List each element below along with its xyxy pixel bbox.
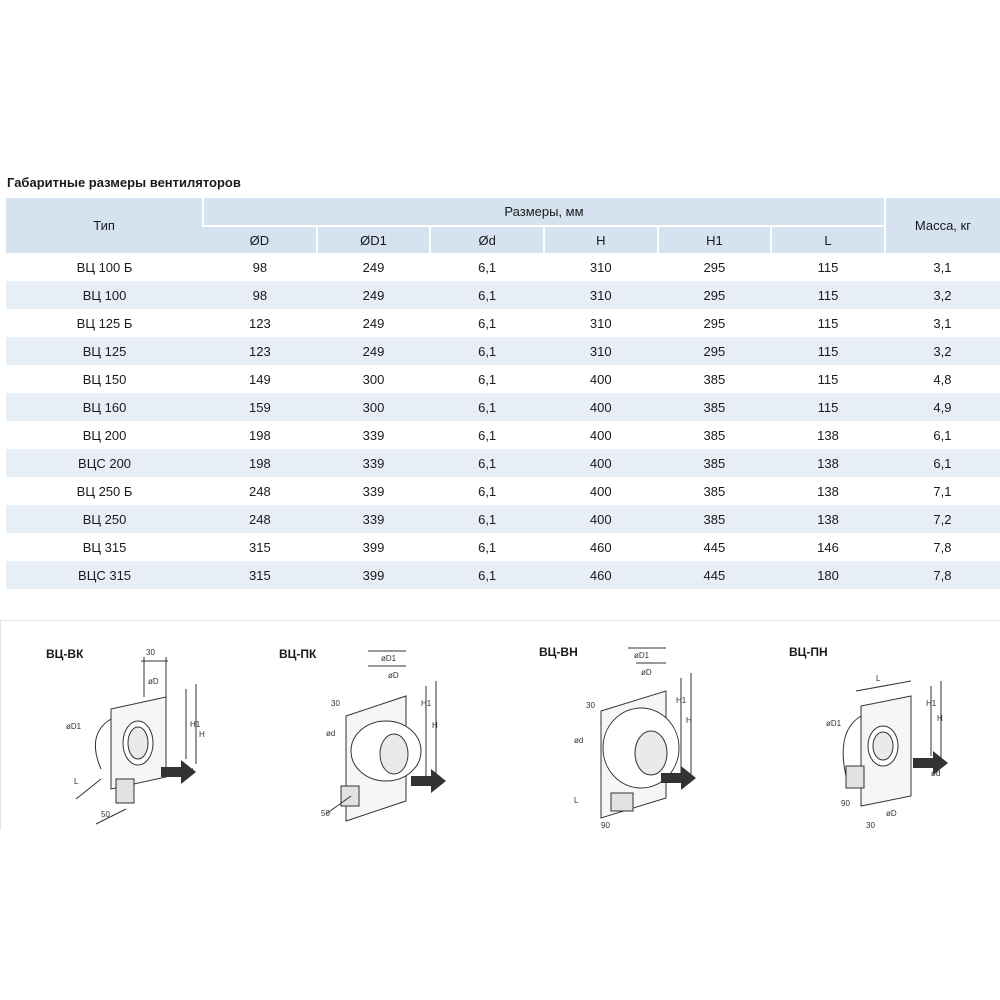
type-cell: ВЦ 100 xyxy=(6,281,203,309)
dimension-cell: 460 xyxy=(589,539,612,555)
dimension-cell: 310 xyxy=(544,281,658,309)
mass-cell: 7,1 xyxy=(933,483,952,499)
type-header: Тип xyxy=(6,198,203,253)
dimension-cell: 6,1 xyxy=(478,371,497,387)
type-cell: ВЦ 315 xyxy=(82,539,127,555)
dimension-cell: 339 xyxy=(362,483,385,499)
dimension-cell: 159 xyxy=(203,393,317,421)
dim-smalld-1: ød xyxy=(184,767,194,776)
dim-top-2: 30 xyxy=(331,699,340,708)
diagrams-section xyxy=(0,620,1000,830)
dimension-cell: 400 xyxy=(544,449,658,477)
dimension-cell: 138 xyxy=(771,505,885,533)
dimension-cell: 310 xyxy=(544,337,658,365)
dimension-cell: 6,1 xyxy=(430,337,544,365)
dim-d1-3: øD1 xyxy=(634,651,650,660)
dimension-cell: 400 xyxy=(589,427,612,443)
dimension-cell: 385 xyxy=(703,371,726,387)
dimension-cell: 6,1 xyxy=(430,393,544,421)
dimension-cell: 300 xyxy=(317,393,431,421)
dimension-cell: 248 xyxy=(203,505,317,533)
table-row xyxy=(6,337,1000,365)
dimension-cell: 310 xyxy=(589,315,612,331)
dim-l-3: L xyxy=(574,796,579,805)
dimension-cell: 138 xyxy=(771,449,885,477)
dimension-cell: 249 xyxy=(362,259,385,275)
dim-bottom-1: 50 xyxy=(101,810,110,819)
dim-column-header: H xyxy=(544,226,658,253)
dimension-cell: 385 xyxy=(703,483,726,499)
dimension-cell: 295 xyxy=(703,259,726,275)
dimension-cell: 248 xyxy=(249,483,271,499)
dimension-cell: 339 xyxy=(317,505,431,533)
dim-l-1: L xyxy=(74,777,79,786)
diagram-label-vts-pk: ВЦ-ПК xyxy=(279,647,317,661)
dim-column-header: H1 xyxy=(658,226,772,253)
type-cell: ВЦ 125 xyxy=(6,337,203,365)
dimension-cell: 385 xyxy=(658,393,772,421)
mass-cell: 7,2 xyxy=(885,505,1000,533)
type-cell: ВЦ 250 xyxy=(6,505,203,533)
dim-l-4: L xyxy=(876,674,881,683)
dim-h1-4: H1 xyxy=(926,699,937,708)
dim-d-4: øD xyxy=(886,809,897,818)
dimension-cell: 115 xyxy=(817,371,839,387)
dim-d1-4: øD1 xyxy=(826,719,842,728)
dimension-cell: 6,1 xyxy=(430,449,544,477)
table-row xyxy=(6,505,1000,533)
dim-column-header: ØD1 xyxy=(317,226,431,253)
dimension-cell: 400 xyxy=(589,371,612,387)
mass-cell: 4,8 xyxy=(933,371,952,387)
table-row xyxy=(6,393,1000,421)
table-row xyxy=(6,561,1000,589)
dimension-cell: 315 xyxy=(203,561,317,589)
mass-cell: 3,2 xyxy=(885,337,1000,365)
dimension-cell: 98 xyxy=(203,281,317,309)
dimension-cell: 115 xyxy=(771,337,885,365)
dimension-cell: 115 xyxy=(771,281,885,309)
dimension-cell: 6,1 xyxy=(430,281,544,309)
dimension-cell: 399 xyxy=(362,539,385,555)
mass-header: Масса, кг xyxy=(885,198,1000,253)
diagram-label-vts-vk: ВЦ-ВК xyxy=(46,647,84,661)
dimension-cell: 445 xyxy=(658,561,772,589)
dimension-cell: 6,1 xyxy=(478,315,497,331)
table-row xyxy=(6,309,1000,337)
dimension-cell: 315 xyxy=(249,539,271,555)
dimension-cell: 6,1 xyxy=(478,483,497,499)
dim-bottom-3: 90 xyxy=(601,821,610,828)
dim-d-2: øD xyxy=(388,671,399,680)
dimension-cell: 310 xyxy=(589,259,612,275)
type-cell: ВЦ 200 xyxy=(82,427,127,443)
dimension-cell: 115 xyxy=(817,259,839,275)
dimension-cell: 123 xyxy=(249,315,271,331)
diagram-vts-vn xyxy=(566,633,716,828)
mass-cell: 7,8 xyxy=(933,539,952,555)
dimension-cell: 385 xyxy=(658,449,772,477)
dimension-cell: 115 xyxy=(771,393,885,421)
dim-h-2: H xyxy=(432,721,438,730)
dimension-cell: 146 xyxy=(817,539,839,555)
mass-cell: 3,1 xyxy=(933,259,952,275)
table-row xyxy=(6,421,1000,449)
type-cell: ВЦ 160 xyxy=(6,393,203,421)
dim-column-header: Ød xyxy=(430,226,544,253)
dimension-cell: 400 xyxy=(544,393,658,421)
dim-top-3: 30 xyxy=(586,701,595,710)
dimension-cell: 6,1 xyxy=(430,505,544,533)
dim-column-header: L xyxy=(771,226,885,253)
dimension-cell: 295 xyxy=(658,281,772,309)
dim-h-1: H xyxy=(199,730,205,739)
mass-cell: 7,8 xyxy=(885,561,1000,589)
table-row xyxy=(6,365,1000,393)
dimension-cell: 460 xyxy=(544,561,658,589)
type-cell: ВЦ 150 xyxy=(82,371,127,387)
dimension-cell: 98 xyxy=(252,259,268,275)
dimension-cell: 6,1 xyxy=(430,561,544,589)
dimension-cell: 115 xyxy=(817,315,839,331)
page-title: Габаритные размеры вентиляторов xyxy=(7,175,241,190)
table-row xyxy=(6,281,1000,309)
dim-d-1: øD xyxy=(148,677,159,686)
dim-bottom-2: 50 xyxy=(321,809,330,818)
mass-cell: 6,1 xyxy=(933,427,952,443)
dimension-cell: 6,1 xyxy=(478,259,497,275)
diagram-vts-pk xyxy=(306,636,456,831)
dimension-cell: 295 xyxy=(703,315,726,331)
dimensions-table xyxy=(6,198,1000,589)
dimension-cell: 400 xyxy=(544,505,658,533)
dimension-cell: 149 xyxy=(249,371,271,387)
type-cell: ВЦ 250 Б xyxy=(76,483,133,499)
diagram-vts-pn xyxy=(821,636,971,831)
diagram-label-vts-pn: ВЦ-ПН xyxy=(789,645,828,659)
dimension-cell: 6,1 xyxy=(478,427,497,443)
dim-top-4: 90 xyxy=(841,799,850,808)
dim-smalld-3: ød xyxy=(574,736,584,745)
dimension-cell: 198 xyxy=(203,449,317,477)
dim-h-4: H xyxy=(937,714,943,723)
dim-h-3: H xyxy=(686,716,692,725)
dim-h1-2: H1 xyxy=(421,699,432,708)
mass-cell: 6,1 xyxy=(885,449,1000,477)
table-row xyxy=(6,449,1000,477)
dimension-cell: 6,1 xyxy=(478,539,497,555)
dimension-cell: 180 xyxy=(771,561,885,589)
mass-cell: 4,9 xyxy=(885,393,1000,421)
table-row xyxy=(6,533,1000,561)
dim-h1-3: H1 xyxy=(676,696,687,705)
mass-cell: 3,1 xyxy=(933,315,952,331)
dim-d1-2: øD1 xyxy=(381,654,397,663)
diagram-label-vts-vn: ВЦ-ВН xyxy=(539,645,578,659)
dimension-cell: 385 xyxy=(658,505,772,533)
dim-top-1: 30 xyxy=(146,648,155,657)
diagram-vts-vk xyxy=(56,639,206,834)
dimension-cell: 295 xyxy=(658,337,772,365)
dim-d-3: øD xyxy=(641,668,652,677)
mass-cell: 3,2 xyxy=(885,281,1000,309)
dimension-cell: 339 xyxy=(317,449,431,477)
dimension-cell: 138 xyxy=(817,427,839,443)
dimension-cell: 249 xyxy=(362,315,385,331)
dim-column-header: ØD xyxy=(203,226,317,253)
type-cell: ВЦС 315 xyxy=(6,561,203,589)
dimension-cell: 198 xyxy=(249,427,271,443)
table-row xyxy=(6,477,1000,505)
dimension-cell: 300 xyxy=(362,371,385,387)
dimension-cell: 249 xyxy=(317,337,431,365)
dimension-cell: 445 xyxy=(703,539,726,555)
dim-smalld-2: ød xyxy=(326,729,336,738)
dim-bottom-4: 30 xyxy=(866,821,875,830)
dimension-cell: 399 xyxy=(317,561,431,589)
table-row xyxy=(6,253,1000,281)
dim-h1-1: H1 xyxy=(190,720,201,729)
dimension-cell: 339 xyxy=(362,427,385,443)
dimension-cell: 249 xyxy=(317,281,431,309)
type-cell: ВЦ 100 Б xyxy=(76,259,133,275)
dimension-cell: 385 xyxy=(703,427,726,443)
type-cell: ВЦС 200 xyxy=(6,449,203,477)
dimensions-header: Размеры, мм xyxy=(203,198,885,226)
type-cell: ВЦ 125 Б xyxy=(76,315,133,331)
dimension-cell: 138 xyxy=(817,483,839,499)
dimension-cell: 400 xyxy=(589,483,612,499)
dimension-cell: 123 xyxy=(203,337,317,365)
dim-smalld-4: ød xyxy=(931,769,941,778)
dim-d1-1: øD1 xyxy=(66,722,82,731)
